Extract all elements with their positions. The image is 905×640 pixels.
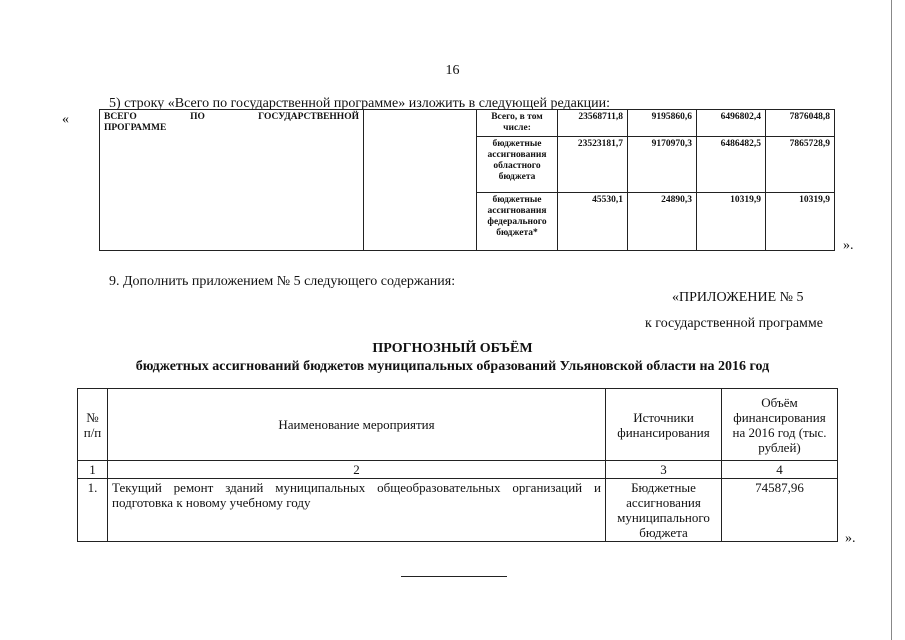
close-quote-1: ».	[843, 238, 854, 253]
column-number: 3	[606, 461, 722, 479]
program-title-word-1: ВСЕГО	[104, 112, 137, 122]
empty-cell	[364, 110, 477, 251]
row-label: Всего, в том числе:	[477, 110, 558, 137]
header-source: Источники финансирования	[606, 389, 722, 461]
value-cell: 10319,9	[766, 193, 835, 251]
row-label: бюджетные ассигнования областного бюджета	[477, 137, 558, 193]
value-cell: 23523181,7	[558, 137, 628, 193]
row-number: 1.	[78, 479, 108, 542]
value-cell: 6496802,4	[697, 110, 766, 137]
document-title: ПРОГНОЗНЫЙ ОБЪЁМ	[372, 341, 533, 356]
value-cell: 9195860,6	[628, 110, 697, 137]
column-number: 2	[108, 461, 606, 479]
header-activity: Наименование мероприятия	[108, 389, 606, 461]
item-5-text: 5) строку «Всего по государственной программе» изложить в следующей редакции:	[109, 96, 611, 111]
header-number: № п/п	[78, 389, 108, 461]
value-cell: 6486482,5	[697, 137, 766, 193]
column-number: 1	[78, 461, 108, 479]
program-title-cell	[100, 110, 364, 251]
page-number: 16	[445, 63, 460, 78]
column-number: 4	[722, 461, 838, 479]
item-9-text: 9. Дополнить приложением № 5 следующего содержания:	[109, 274, 456, 289]
program-title-word-3: ГОСУДАРСТВЕННОЙ	[258, 112, 359, 122]
value-cell: 9170970,3	[628, 137, 697, 193]
value-cell: 10319,9	[697, 193, 766, 251]
funding-source: Бюджетные ассигнования муниципального бюджета	[606, 479, 722, 542]
activity-name: Текущий ремонт зданий муниципальных общеобразовательных организаций и подготовка к новому учебному году	[108, 479, 606, 542]
value-cell: 7876048,8	[766, 110, 835, 137]
value-cell: 45530,1	[558, 193, 628, 251]
value-cell: 24890,3	[628, 193, 697, 251]
appendix-heading: «ПРИЛОЖЕНИЕ № 5	[672, 290, 804, 305]
document-subtitle: бюджетных ассигнований бюджетов муниципальных образований Ульяновской области на 2016 год	[135, 359, 770, 374]
footer-rule	[401, 576, 507, 577]
scan-edge-line	[890, 0, 892, 640]
value-cell: 23568711,8	[558, 110, 628, 137]
program-title-word-2: ПО	[190, 112, 205, 122]
total-program-table	[99, 109, 835, 251]
row-label: бюджетные ассигнования федерального бюджета*	[477, 193, 558, 251]
appendix-subheading: к государственной программе	[645, 316, 823, 331]
funding-amount: 74587,96	[722, 479, 838, 542]
value-cell: 7865728,9	[766, 137, 835, 193]
forecast-table	[77, 388, 838, 542]
header-amount: Объём финансирования на 2016 год (тыс. рублей)	[722, 389, 838, 461]
open-quote-1: «	[62, 112, 69, 127]
program-title-line-2: ПРОГРАММЕ	[104, 123, 167, 133]
close-quote-2: ».	[845, 531, 856, 546]
